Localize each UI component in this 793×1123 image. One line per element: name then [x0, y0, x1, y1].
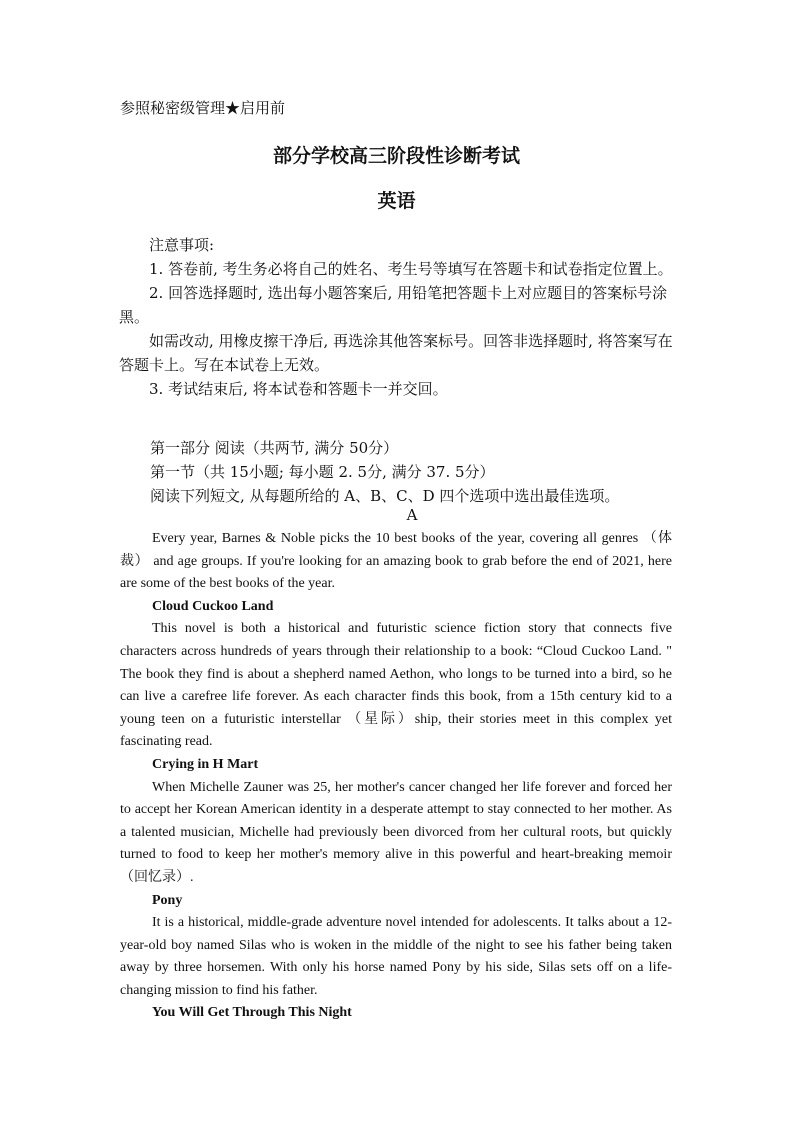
section-sub: 第一节（共 15小题; 每小题 2. 5分, 满分 37. 5分）	[150, 463, 495, 481]
section-header	[150, 436, 619, 508]
book-title: Pony	[152, 892, 183, 908]
book-description: This novel is both a historical and futuristic science fiction story that connects five characters across hundreds of years through their relationship to a book: “Cloud Cuckoo Land. " The book they find is about a shepherd named Aethon, who longs to be turned into a bird, so he can live a carefree life forever. As each character finds this book, from a 15th century kid to a young teen on a futuristic interstellar （星际）ship, their stories meet in this complex yet fascinating read.	[120, 621, 672, 750]
passage-body	[120, 528, 672, 1025]
section-instruction: 阅读下列短文, 从每题所给的 A、B、C、D 四个选项中选出最佳选项。	[150, 487, 620, 505]
secret-label: 参照秘密级管理★启用前	[120, 99, 286, 117]
book-description: It is a historical, middle-grade adventure novel intended for adolescents. It talks about a 12-year-old boy named Silas who is woken in the middle of the night to see his father being taken away by three horsemen. With only his horse named Pony by his side, Silas sets off on a life-changing mission to find his father.	[120, 915, 672, 998]
subject-title: 英语	[377, 190, 416, 212]
notice-block	[119, 233, 673, 401]
notice-item-2-continued: 如需改动, 用橡皮擦干净后, 再选涂其他答案标号。回答非选择题时, 将答案写在答题卡上。写在本试卷上无效。	[119, 332, 673, 374]
section-part: 第一部分 阅读（共两节, 满分 50分）	[150, 439, 399, 457]
book-title: You Will Get Through This Night	[152, 1005, 352, 1021]
book-title: Crying in H Mart	[152, 756, 259, 772]
passage-intro: Every year, Barnes & Noble picks the 10 best books of the year, covering all genres （体裁） and age groups. If you're looking for an amazing book to grab before the end of 2021, here are some of the best books of the year.	[120, 531, 672, 592]
notice-item-2: 2. 回答选择题时, 选出每小题答案后, 用铅笔把答题卡上对应题目的答案标号涂黑。	[119, 284, 668, 326]
notice-heading: 注意事项:	[149, 236, 215, 254]
exam-title: 部分学校高三阶段性诊断考试	[272, 145, 520, 167]
notice-item-1: 1. 答卷前, 考生务必将自己的姓名、考生号等填写在答题卡和试卷指定位置上。	[149, 260, 673, 278]
book-description: When Michelle Zauner was 25, her mother's cancer changed her life forever and forced her to accept her Korean American identity in a desperate attempt to stay connected to her mother. As a talented musician, Michelle had previously been divorced from her cultural roots, but quickly turned to food to keep her mother's memory alive in this powerful and heart-breaking memoir （回忆录）.	[120, 779, 672, 885]
notice-item-3: 3. 考试结束后, 将本试卷和答题卡一并交回。	[149, 380, 448, 398]
passage-letter: A	[406, 506, 418, 524]
book-title: Cloud Cuckoo Land	[152, 598, 274, 614]
